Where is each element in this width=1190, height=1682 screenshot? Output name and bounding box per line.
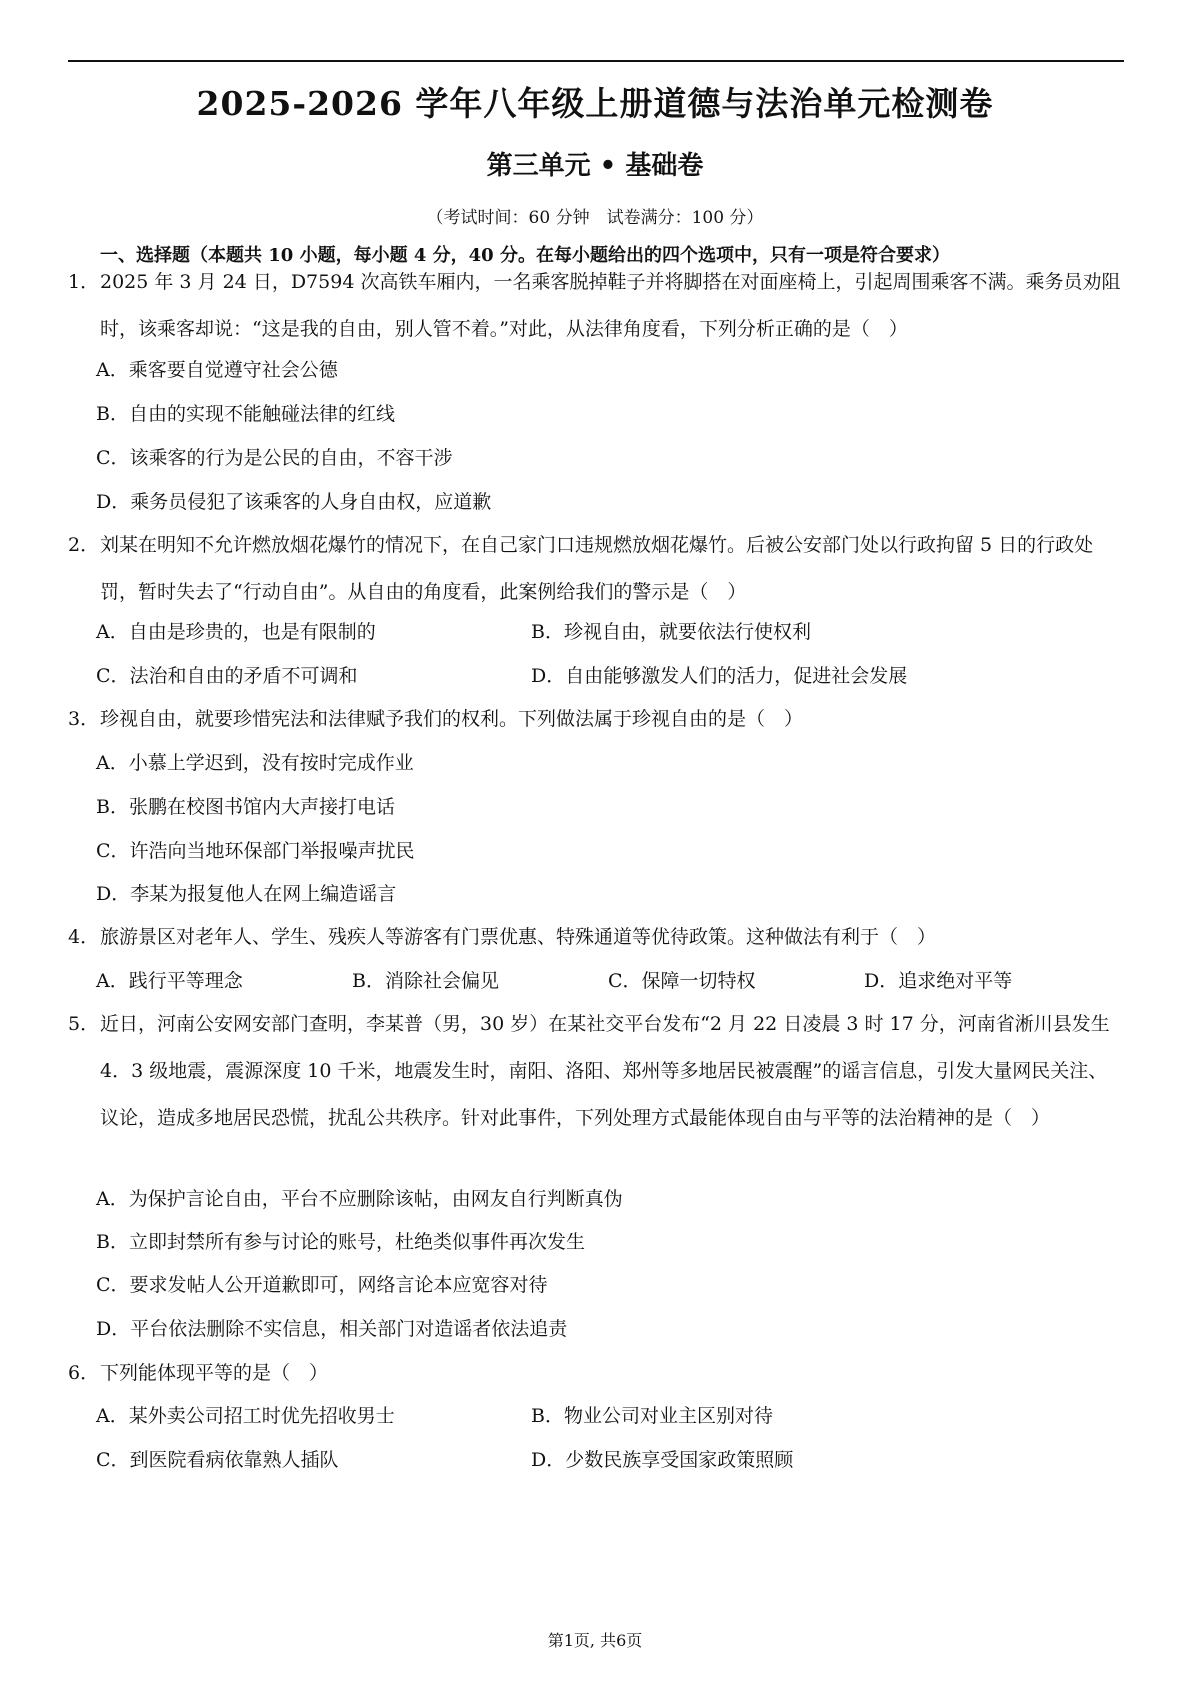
page-subtitle: 第三单元 • 基础卷 bbox=[486, 151, 704, 181]
option-b: B．珍视自由，就要依法行使权利 bbox=[531, 621, 811, 643]
option-a: A．乘客要自觉遵守社会公德 bbox=[96, 359, 338, 381]
option-a: A．为保护言论自由，平台不应删除该帖，由网友自行判断真伪 bbox=[96, 1188, 623, 1210]
question-number: 6． bbox=[68, 1362, 100, 1384]
option-a: A．践行平等理念 bbox=[96, 970, 243, 992]
option-d: D．自由能够激发人们的活力，促进社会发展 bbox=[531, 665, 908, 687]
option-c: C．到医院看病依靠熟人插队 bbox=[96, 1449, 339, 1471]
option-d: D．平台依法删除不实信息，相关部门对造谣者依法追责 bbox=[96, 1318, 568, 1340]
option-c: C．法治和自由的矛盾不可调和 bbox=[96, 665, 358, 687]
question-stem: 珍视自由，就要珍惜宪法和法律赋予我们的权利。下列做法属于珍视自由的是（ ） bbox=[100, 708, 804, 730]
page-title: 2025-2026 学年八年级上册道德与法治单元检测卷 bbox=[196, 84, 994, 123]
option-d: D．少数民族享受国家政策照顾 bbox=[531, 1449, 794, 1471]
question-2 bbox=[68, 522, 1124, 616]
option-b: B．张鹏在校图书馆内大声接打电话 bbox=[96, 796, 395, 818]
section-heading: 一、选择题（本题共 10 小题，每小题 4 分，40 分。在每小题给出的四个选项中，只有一项是符合要求） bbox=[100, 245, 950, 266]
option-c: C．保障一切特权 bbox=[608, 970, 756, 992]
option-b: B．消除社会偏见 bbox=[352, 970, 499, 992]
option-d: D．追求绝对平等 bbox=[864, 970, 1013, 992]
question-stem: 近日，河南公安网安部门查明，李某普（男，30 岁）在某社交平台发布“2 月 22 日凌晨 3 时 17 分，河南省淅川县发生 4．3 级地震，震源深度 10 千米，地震发生时，南阳、洛阳、郑州等多地居民被震醒”的谣言信息，引发大量网民关注、议论，造成多地居民恐慌，扰乱公共秩序。针对此事件，下列处理方式最能体现自由与平等的法治精神的是（ ） bbox=[100, 1013, 1110, 1129]
question-stem: 2025 年 3 月 24 日，D7594 次高铁车厢内，一名乘客脱掉鞋子并将脚搭在对面座椅上，引起周围乘客不满。乘务员劝阻时，该乘客却说：“这是我的自由，别人管不着。”对此，从法律角度看，下列分析正确的是（ ） bbox=[100, 271, 1121, 340]
question-number: 2． bbox=[68, 534, 100, 556]
option-d: D．李某为报复他人在网上编造谣言 bbox=[96, 883, 397, 905]
question-stem: 旅游景区对老年人、学生、残疾人等游客有门票优惠、特殊通道等优待政策。这种做法有利于（ ） bbox=[100, 926, 937, 948]
option-c: C．许浩向当地环保部门举报噪声扰民 bbox=[96, 840, 415, 862]
option-b: B．自由的实现不能触碰法律的红线 bbox=[96, 403, 395, 425]
question-number: 5． bbox=[68, 1013, 100, 1035]
page-footer: 第1页, 共6页 bbox=[547, 1631, 643, 1650]
option-a: A．某外卖公司招工时优先招收男士 bbox=[96, 1405, 395, 1427]
question-number: 1． bbox=[68, 271, 100, 293]
question-stem: 下列能体现平等的是（ ） bbox=[100, 1362, 329, 1384]
option-b: B．立即封禁所有参与讨论的账号，杜绝类似事件再次发生 bbox=[96, 1231, 585, 1253]
option-c: C．该乘客的行为是公民的自由，不容干涉 bbox=[96, 447, 453, 469]
option-b: B．物业公司对业主区别对待 bbox=[531, 1405, 773, 1427]
question-3 bbox=[68, 696, 1124, 743]
option-a: A．自由是珍贵的，也是有限制的 bbox=[96, 621, 376, 643]
question-stem: 刘某在明知不允许燃放烟花爆竹的情况下，在自己家门口违规燃放烟花爆竹。后被公安部门处以行政拘留 5 日的行政处罚，暂时失去了“行动自由”。从自由的角度看，此案例给我们的警示是（ ） bbox=[100, 534, 1094, 603]
option-c: C．要求发帖人公开道歉即可，网络言论本应宽容对待 bbox=[96, 1274, 548, 1296]
option-a: A．小慕上学迟到，没有按时完成作业 bbox=[96, 752, 414, 774]
exam-meta: （考试时间：60 分钟 试卷满分：100 分） bbox=[426, 208, 764, 228]
option-d: D．乘务员侵犯了该乘客的人身自由权，应道歉 bbox=[96, 491, 492, 513]
question-number: 3． bbox=[68, 708, 100, 730]
question-number: 4． bbox=[68, 926, 100, 948]
question-4 bbox=[68, 914, 1124, 961]
header-rule bbox=[68, 60, 1124, 62]
question-1 bbox=[68, 259, 1124, 353]
question-5 bbox=[68, 1001, 1124, 1142]
question-6 bbox=[68, 1350, 1124, 1397]
